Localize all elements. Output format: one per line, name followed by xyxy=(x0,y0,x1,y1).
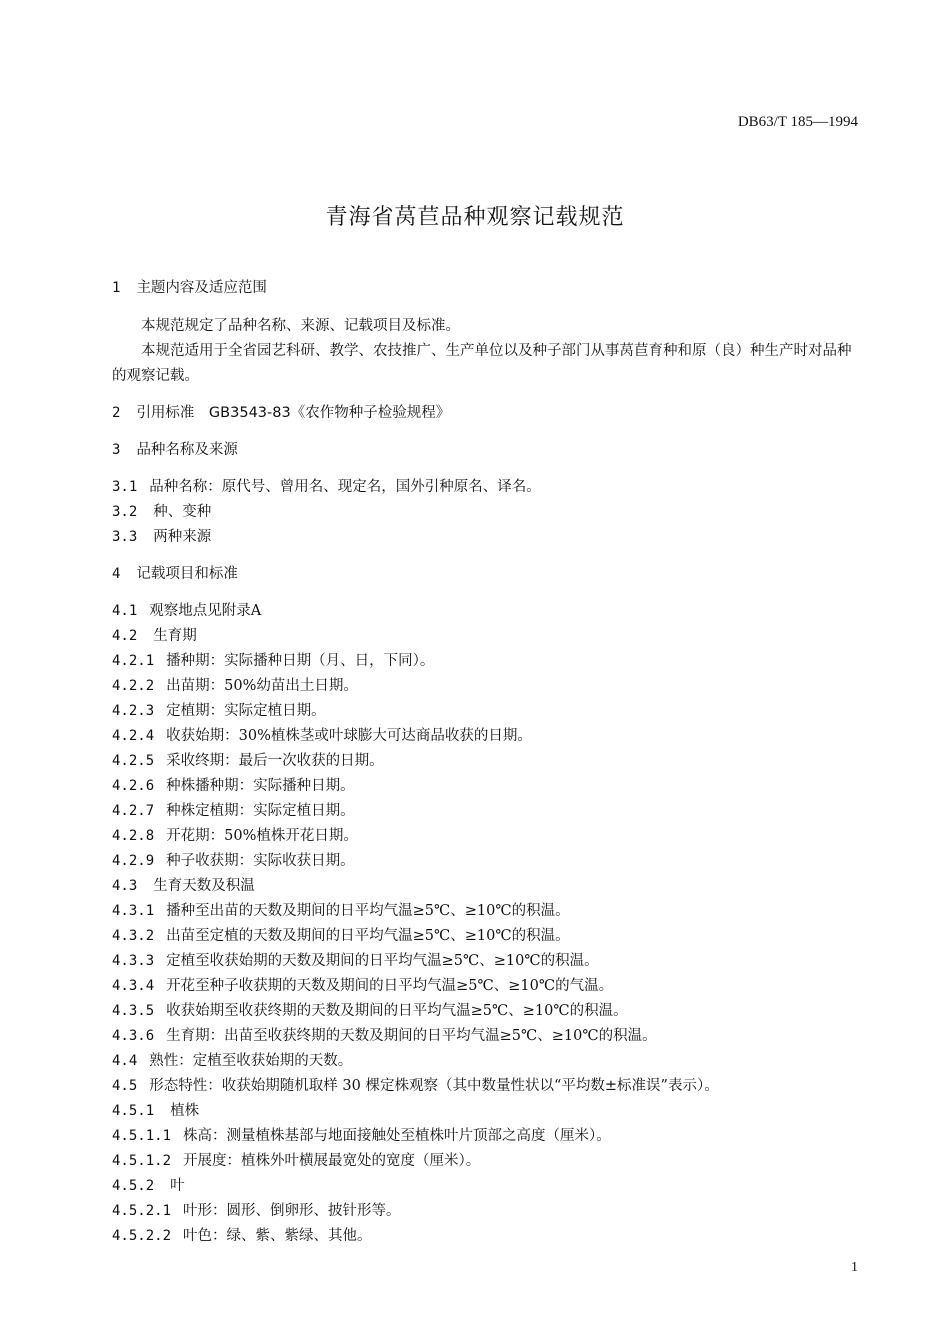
standard-code: DB63/T 185—1994 xyxy=(737,114,858,130)
clause-number: 4.2.8 xyxy=(112,828,155,844)
clause-4-3-5 xyxy=(112,999,862,1024)
clause-number: 3.2 xyxy=(112,504,138,520)
clause-4-3-4 xyxy=(112,974,862,999)
clause-number: 4.1 xyxy=(112,603,138,619)
clause-text: 熟性：定植至收获始期的天数。 xyxy=(149,1053,353,1069)
clause-text: 采收终期：最后一次收获的日期。 xyxy=(166,753,384,769)
clause-number: 4.3.1 xyxy=(112,903,155,919)
clause-number: 4.3.4 xyxy=(112,978,155,994)
clause-text: 种子收获期：实际收获日期。 xyxy=(166,853,355,869)
clause-text: 开展度：植株外叶横展最宽处的宽度（厘米）。 xyxy=(183,1153,481,1169)
clause-text: 生育天数及积温 xyxy=(153,878,255,894)
clause-4-2-7 xyxy=(112,799,862,824)
clause-4-2-5 xyxy=(112,749,862,774)
clause-4-5-1-2 xyxy=(112,1149,862,1174)
clause-number: 4.5.2.2 xyxy=(112,1228,172,1244)
clause-4-3-2 xyxy=(112,924,862,949)
clause-4-5-2-2 xyxy=(112,1224,862,1249)
clause-number: 4.3 xyxy=(112,878,138,894)
clause-text: 开花至种子收获期的天数及期间的日平均气温≥5℃、≥10℃的气温。 xyxy=(166,978,614,994)
clause-text: 两种来源 xyxy=(153,529,212,545)
clause-number: 4.2.1 xyxy=(112,653,155,669)
clause-text: 种株播种期：实际播种日期。 xyxy=(166,778,355,794)
clause-text: 生育期：出苗至收获终期的天数及期间的日平均气温≥5℃、≥10℃的积温。 xyxy=(166,1028,657,1044)
section-1-paragraph-2: 本规范适用于全省园艺科研、教学、农技推广、生产单位以及种子部门从事莴苣育种和原（良）种生产时对品种的观察记载。 xyxy=(112,343,852,384)
clause-number: 4.2.4 xyxy=(112,728,155,744)
clause-4-5-2 xyxy=(112,1174,862,1199)
clause-4-2-8 xyxy=(112,824,862,849)
clause-4-2-3 xyxy=(112,699,862,724)
clause-text: 植株 xyxy=(170,1103,200,1119)
section-4-heading: 4 记载项目和标准 xyxy=(112,566,238,582)
clause-4-1 xyxy=(112,599,862,624)
clause-number: 4.5.1.2 xyxy=(112,1153,172,1169)
section-3-heading: 3 品种名称及来源 xyxy=(112,442,238,458)
clause-text: 开花期：50%植株开花日期。 xyxy=(166,828,358,844)
clause-text: 收获始期：30%植株茎或叶球膨大可达商品收获的日期。 xyxy=(166,728,532,744)
clause-4-2-6 xyxy=(112,774,862,799)
clause-4-5-1 xyxy=(112,1099,862,1124)
clause-number: 4.2.5 xyxy=(112,753,155,769)
clause-number: 4.3.3 xyxy=(112,953,155,969)
clause-4-3-3 xyxy=(112,949,862,974)
clause-number: 4.2.7 xyxy=(112,803,155,819)
section-3-items xyxy=(112,475,862,550)
clause-text: 叶 xyxy=(170,1178,185,1194)
clause-text: 种、变种 xyxy=(153,504,212,520)
clause-text: 观察地点见附录A xyxy=(149,603,262,619)
clause-4-5-2-1 xyxy=(112,1199,862,1224)
section-1-paragraph-1: 本规范规定了品种名称、来源、记载项目及标准。 xyxy=(141,318,460,334)
clause-3-1 xyxy=(112,475,862,500)
clause-4-5 xyxy=(112,1074,862,1099)
clause-number: 4.2.3 xyxy=(112,703,155,719)
clause-text: 定植至收获始期的天数及期间的日平均气温≥5℃、≥10℃的积温。 xyxy=(166,953,599,969)
clause-4-2-2 xyxy=(112,674,862,699)
clause-4-3 xyxy=(112,874,862,899)
clause-number: 4.2 xyxy=(112,628,138,644)
clause-number: 4.2.6 xyxy=(112,778,155,794)
clause-number: 4.5.2.1 xyxy=(112,1203,172,1219)
document-body xyxy=(112,276,862,1249)
clause-3-2 xyxy=(112,500,862,525)
clause-4-2-4 xyxy=(112,724,862,749)
page-number: 1 xyxy=(851,1260,858,1275)
clause-number: 4.3.2 xyxy=(112,928,155,944)
clause-number: 4.2.9 xyxy=(112,853,155,869)
clause-text: 出苗至定植的天数及期间的日平均气温≥5℃、≥10℃的积温。 xyxy=(166,928,570,944)
clause-text: 出苗期：50%幼苗出土日期。 xyxy=(166,678,358,694)
clause-text: 播种至出苗的天数及期间的日平均气温≥5℃、≥10℃的积温。 xyxy=(166,903,570,919)
clause-4-2-1 xyxy=(112,649,862,674)
clause-4-2 xyxy=(112,624,862,649)
clause-text: 株高：测量植株基部与地面接触处至植株叶片顶部之高度（厘米）。 xyxy=(183,1128,611,1144)
clause-4-4 xyxy=(112,1049,862,1074)
clause-text: 定植期：实际定植日期。 xyxy=(166,703,326,719)
clause-text: 形态特性：收获始期随机取样 30 棵定株观察（其中数量性状以“平均数±标准误”表示）。 xyxy=(149,1078,719,1094)
clause-number: 3.1 xyxy=(112,479,138,495)
clause-4-3-1 xyxy=(112,899,862,924)
clause-number: 4.3.5 xyxy=(112,1003,155,1019)
clause-text: 收获始期至收获终期的天数及期间的日平均气温≥5℃、≥10℃的积温。 xyxy=(166,1003,628,1019)
clause-3-3 xyxy=(112,525,862,550)
clause-text: 叶色：绿、紫、紫绿、其他。 xyxy=(183,1228,372,1244)
clause-4-2-9 xyxy=(112,849,862,874)
clause-number: 3.3 xyxy=(112,529,138,545)
clause-number: 4.5 xyxy=(112,1078,138,1094)
clause-number: 4.5.2 xyxy=(112,1178,155,1194)
clause-text: 种株定植期：实际定植日期。 xyxy=(166,803,355,819)
clause-number: 4.5.1.1 xyxy=(112,1128,172,1144)
section-4-items xyxy=(112,599,862,1249)
clause-text: 生育期 xyxy=(153,628,197,644)
clause-text: 叶形：圆形、倒卵形、披针形等。 xyxy=(183,1203,401,1219)
document-title: 青海省莴苣品种观察记载规范 xyxy=(325,205,625,230)
clause-number: 4.3.6 xyxy=(112,1028,155,1044)
section-2-heading: 2 引用标准 GB3543-83《农作物种子检验规程》 xyxy=(112,405,451,421)
clause-4-5-1-1 xyxy=(112,1124,862,1149)
section-1-heading: 1 主题内容及适应范围 xyxy=(112,280,267,296)
clause-number: 4.2.2 xyxy=(112,678,155,694)
clause-number: 4.5.1 xyxy=(112,1103,155,1119)
clause-4-3-6 xyxy=(112,1024,862,1049)
clause-text: 播种期：实际播种日期（月、日，下同）。 xyxy=(166,653,435,669)
clause-text: 品种名称：原代号、曾用名、现定名，国外引种原名、译名。 xyxy=(149,479,541,495)
clause-number: 4.4 xyxy=(112,1053,138,1069)
